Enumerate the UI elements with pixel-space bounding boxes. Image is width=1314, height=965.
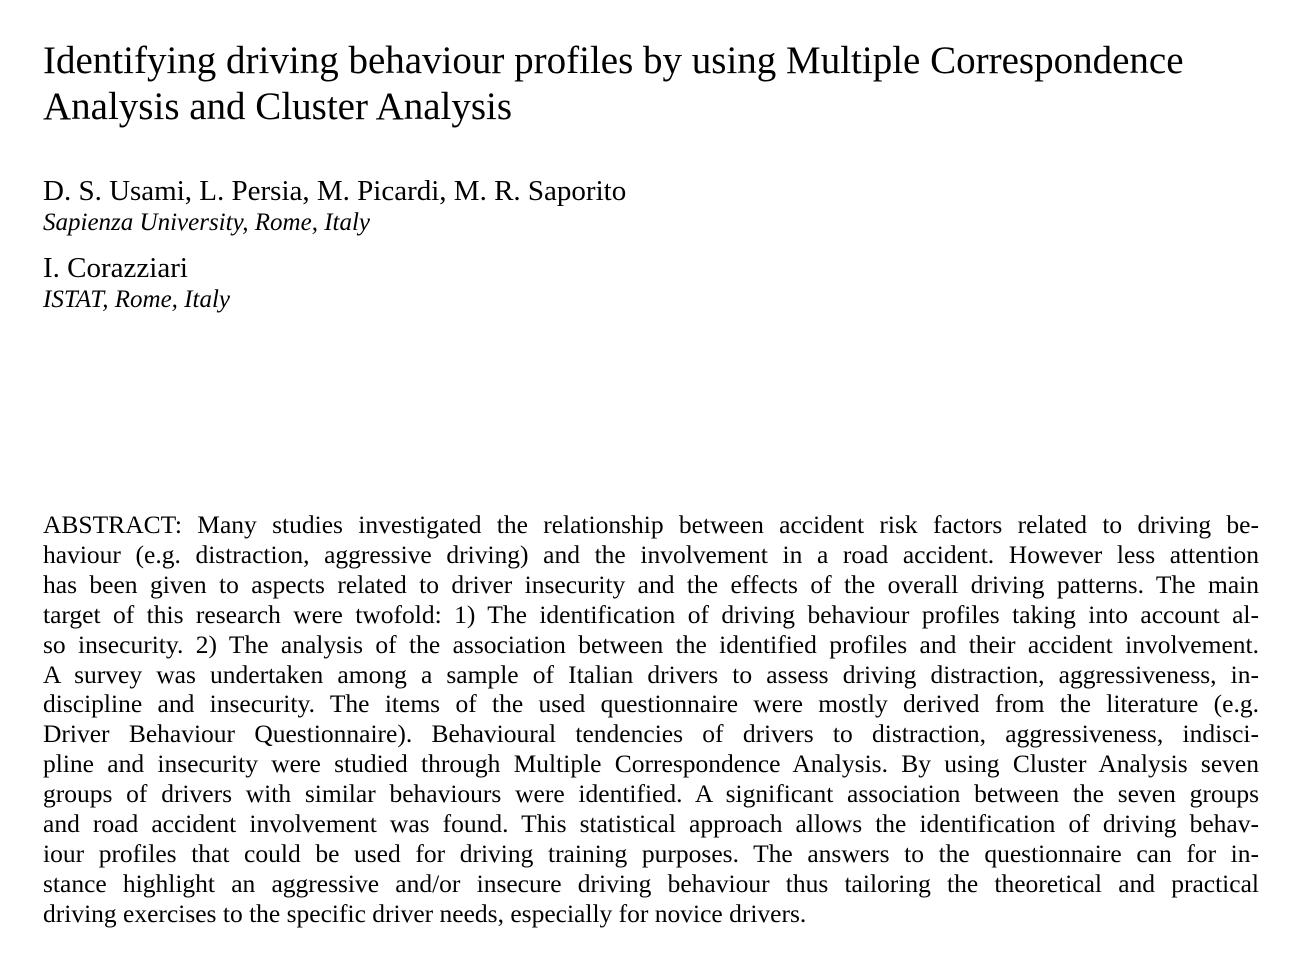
abstract-line: discipline and insecurity. The items of the used questionnaire were mostly derived from the literature (e.g.: [43, 689, 1259, 719]
abstract-line: and road accident involvement was found. This statistical approach allows the identification of driving behav-: [43, 809, 1259, 839]
author-names: D. S. Usami, L. Persia, M. Picardi, M. R. Saporito: [43, 175, 627, 207]
author-affiliation: ISTAT, Rome, Italy: [43, 286, 230, 313]
author-affiliation: Sapienza University, Rome, Italy: [43, 209, 371, 236]
abstract-line: target of this research were twofold: 1) The identification of driving behaviour profiles taking into account al-: [43, 599, 1259, 629]
abstract-line: stance highlight an aggressive and/or insecure driving behaviour thus tailoring the theoretical and practical: [43, 868, 1259, 898]
author-group-1: [43, 174, 626, 238]
author-group-2: [43, 251, 230, 315]
abstract-line: groups of drivers with similar behaviours were identified. A significant association between the seven groups: [43, 779, 1259, 809]
abstract: [43, 510, 1259, 929]
abstract-line: so insecurity. 2) The analysis of the association between the identified profiles and their accident involvement.: [43, 629, 1259, 659]
abstract-line: haviour (e.g. distraction, aggressive driving) and the involvement in a road accident. However less attention: [43, 539, 1259, 569]
abstract-line: has been given to aspects related to driver insecurity and the effects of the overall driving patterns. The main: [43, 569, 1259, 599]
author-names: I. Corazziari: [43, 252, 188, 284]
abstract-line: A survey was undertaken among a sample of Italian drivers to assess driving distraction, aggressiveness, in-: [43, 659, 1259, 689]
abstract-line: ABSTRACT: Many studies investigated the relationship between accident risk factors related to driving be-: [43, 510, 1259, 539]
abstract-line: pline and insecurity were studied through Multiple Correspondence Analysis. By using Cluster Analysis seven: [43, 749, 1259, 779]
abstract-line: iour profiles that could be used for driving training purposes. The answers to the questionnaire can for in-: [43, 838, 1259, 868]
abstract-line: driving exercises to the specific driver needs, especially for novice drivers.: [43, 898, 807, 928]
paper-title: Identifying driving behaviour profiles by using Multiple Correspondence Analysis and Cluster Analysis: [43, 39, 1184, 128]
abstract-line: Driver Behaviour Questionnaire). Behavioural tendencies of drivers to distraction, aggressiveness, indisci-: [43, 719, 1259, 749]
